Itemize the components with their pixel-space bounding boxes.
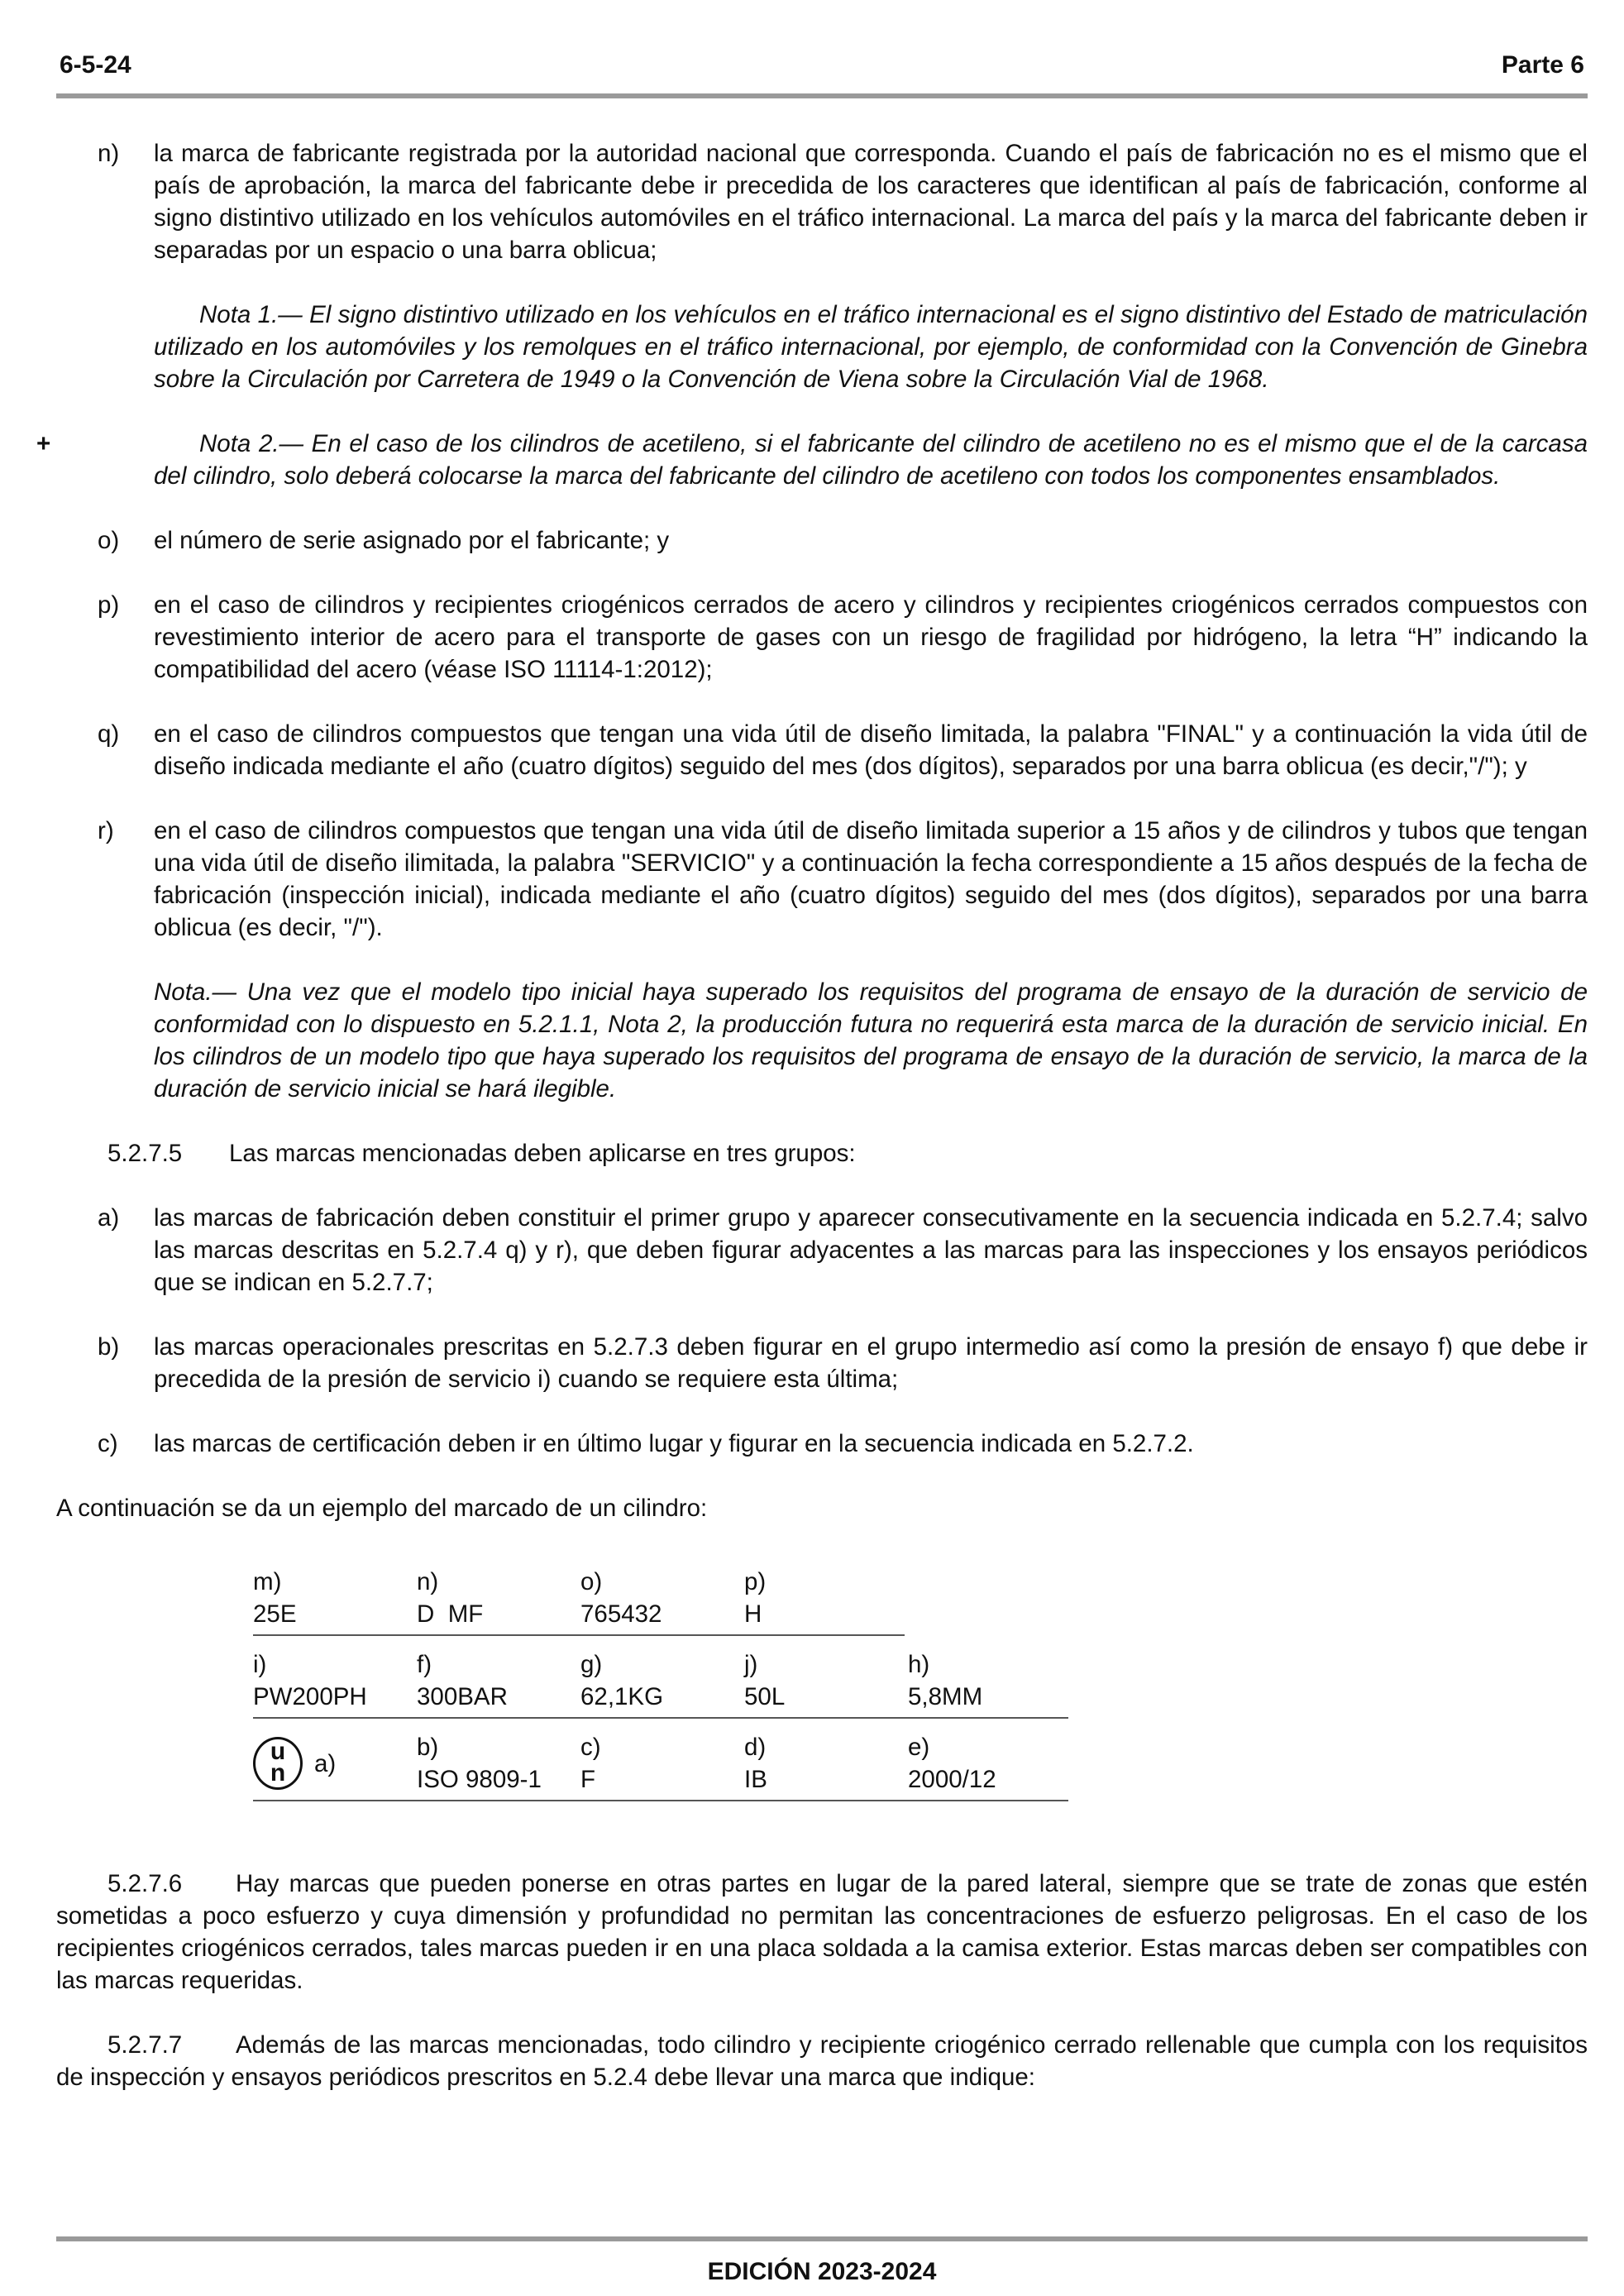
item-text: las marcas operacionales prescritas en 5.2.7.3 deben figurar en el grupo intermedio así como la presión de ensayo f) que debe ir precedida de la presión de servicio i) cuando se requiere esta última;: [154, 1333, 1588, 1393]
paragraph-5-2-7-7: [56, 2029, 1588, 2093]
item-label: q): [98, 720, 120, 748]
mark-label: e): [908, 1734, 930, 1761]
marking-row-2: [253, 1639, 983, 1722]
mark-value: PW200PH: [253, 1683, 367, 1710]
paragraph-text: Hay marcas que pueden ponerse en otras partes en lugar de la pared lateral, siempre que se trate de zonas que estén sometidas a poco esfuerzo y cuya dimensión y profundidad no permitan las concentraciones de esfuerzo peligrosas. En el caso de los recipientes criogénicos cerrados, tales marcas pueden ir en una placa soldada a la camisa exterior. Estas marcas deben ser compatibles con las marcas requeridas.: [56, 1870, 1588, 1994]
group-divider: [253, 1717, 1068, 1719]
mark-value: D MF: [417, 1600, 484, 1628]
mark-cell: [417, 1566, 580, 1630]
mark-label: i): [253, 1651, 267, 1678]
mark-label: h): [908, 1651, 930, 1678]
mark-value: 2000/12: [908, 1766, 996, 1793]
footer-rule: [56, 2236, 1588, 2241]
mark-value: ISO 9809-1: [417, 1766, 542, 1793]
marking-example: [253, 1557, 996, 1805]
mark-label: g): [580, 1651, 603, 1678]
mark-label: a): [314, 1749, 337, 1777]
mark-label: b): [417, 1734, 439, 1761]
mark-cell: [744, 1566, 908, 1630]
mark-label: d): [744, 1734, 767, 1761]
item-label: b): [98, 1333, 120, 1361]
section-5-2-7-5: [107, 1137, 1588, 1170]
note-2: [36, 428, 1588, 492]
item-label: a): [98, 1204, 120, 1232]
section-number: 5.2.7.5: [107, 1140, 183, 1167]
group-divider: [253, 1800, 1068, 1801]
list-item: [56, 718, 1588, 782]
mark-cell: [744, 1648, 908, 1713]
mark-value: 50L: [744, 1683, 786, 1710]
mark-label: m): [253, 1568, 282, 1595]
mark-label: c): [580, 1734, 601, 1761]
mark-cell: [253, 1737, 417, 1790]
mark-cell: [580, 1566, 744, 1630]
revision-mark: +: [36, 430, 51, 457]
mark-label: p): [744, 1568, 767, 1595]
mark-value: 5,8MM: [908, 1683, 983, 1710]
mark-label: o): [580, 1568, 603, 1595]
mark-value: 765432: [580, 1600, 662, 1628]
list-item: [56, 589, 1588, 686]
item-label: o): [98, 527, 120, 554]
item-text: en el caso de cilindros compuestos que tengan una vida útil de diseño limitada superior a 15 años y de cilindros y tubos que tengan una vida útil de diseño ilimitada, la palabra "SERVICIO" y a continuación la fecha correspondiente a 15 años después de la fecha de fabricación (inspección inicial), indicada mediante el año (cuatro dígitos) seguido del mes (dos dígitos), separados por una barra oblicua (es decir, "/").: [154, 817, 1588, 941]
mark-value: 62,1KG: [580, 1683, 664, 1710]
mark-value: 25E: [253, 1600, 297, 1628]
mark-label: j): [744, 1651, 758, 1678]
paragraph-number: 5.2.7.6: [107, 1870, 183, 1897]
item-text: en el caso de cilindros compuestos que tengan una vida útil de diseño limitada, la palabra "FINAL" y a continuación la vida útil de diseño indicada mediante el año (cuatro dígitos) seguido del mes (dos dígitos), separados por una barra oblicua (es decir,"/"); y: [154, 720, 1588, 780]
item-text: las marcas de certificación deben ir en último lugar y figurar en la secuencia indicada en 5.2.7.2.: [154, 1430, 1194, 1457]
item-label: c): [98, 1430, 118, 1457]
marking-row-1: [253, 1557, 881, 1639]
list-item: [56, 137, 1588, 266]
mark-label: n): [417, 1568, 439, 1595]
item-label: p): [98, 591, 120, 619]
note-1: Nota 1.— El signo distintivo utilizado en los vehículos en el tráfico internacional es el signo distintivo del Estado de matriculación utilizado en los automóviles y los remolques en el tráfico internacional, por ejemplo, de conformidad con la Convención de Ginebra sobre la Circulación por Carretera de 1949 o la Convención de Viena sobre la Circulación Vial de 1968.: [154, 301, 1588, 393]
mark-value: IB: [744, 1766, 767, 1793]
mark-value: H: [744, 1600, 762, 1628]
mark-cell: [417, 1648, 580, 1713]
page-part: Parte 6: [1501, 51, 1584, 79]
mark-value: 300BAR: [417, 1683, 508, 1710]
un-letter-top: u: [270, 1738, 286, 1765]
mark-value: F: [580, 1766, 596, 1793]
item-text: las marcas de fabricación deben constituir el primer grupo y aparecer consecutivamente en la secuencia indicada en 5.2.7.4; salvo las marcas descritas en 5.2.7.4 q) y r), que deben figurar adyacentes a las marcas para las inspecciones y los ensayos periódicos que se indican en 5.2.7.7;: [154, 1204, 1588, 1296]
page-body: [36, 137, 1588, 2126]
page-header: [56, 46, 1588, 79]
item-text: en el caso de cilindros y recipientes criogénicos cerrados de acero y cilindros y recipientes criogénicos cerrados compuestos con revestimiento interior de acero para el transporte de gases con un riesgo de fragilidad por hidrógeno, la letra “H” indicando la compatibilidad del acero (véase ISO 11114-1:2012);: [154, 591, 1588, 683]
page-date: 6-5-24: [60, 51, 131, 79]
paragraph-number: 5.2.7.7: [107, 2031, 183, 2059]
note-2-text: Nota 2.— En el caso de los cilindros de acetileno, si el fabricante del cilindro de acetileno no es el mismo que el de la carcasa del cilindro, solo deberá colocarse la marca del fabricante del cilindro de acetileno con todos los componentes ensamblados.: [154, 430, 1588, 490]
section-text: Las marcas mencionadas deben aplicarse en tres grupos:: [229, 1140, 856, 1167]
paragraph-text: Además de las marcas mencionadas, todo cilindro y recipiente criogénico cerrado rellenable que cumpla con los requisitos de inspección y ensayos periódicos prescritos en 5.2.4 debe llevar una marca que indique:: [56, 2031, 1588, 2091]
mark-cell: [580, 1648, 744, 1713]
item-label: r): [98, 817, 114, 844]
item-text: la marca de fabricante registrada por la autoridad nacional que corresponda. Cuando el país de fabricación no es el mismo que el país de aprobación, la marca del fabricante debe ir precedida de los caracteres que identifican al país de fabricación, conforme al signo distintivo utilizado en los vehículos automóviles en el tráfico internacional. La marca del país y la marca del fabricante deben ir separadas por un espacio o una barra oblicua;: [154, 140, 1588, 264]
mark-cell: [417, 1731, 580, 1796]
header-rule: [56, 93, 1588, 98]
un-packaging-icon: [253, 1737, 303, 1790]
mark-label: f): [417, 1651, 432, 1678]
paragraph-5-2-7-6: [56, 1868, 1588, 1997]
list-item: [56, 524, 1588, 557]
mark-cell: [908, 1731, 1072, 1796]
example-intro: A continuación se da un ejemplo del marcado de un cilindro:: [56, 1495, 708, 1522]
marking-row-3: [253, 1722, 996, 1805]
item-label: n): [98, 140, 120, 167]
page-footer: EDICIÓN 2023-2024: [707, 2258, 937, 2285]
group-divider: [253, 1634, 905, 1636]
list-item: [56, 1202, 1588, 1299]
mark-cell: [908, 1648, 1072, 1713]
mark-cell: [253, 1566, 417, 1630]
item-text: el número de serie asignado por el fabricante; y: [154, 527, 670, 554]
note-3: Nota.— Una vez que el modelo tipo inicial haya superado los requisitos del programa de ensayo de la duración de servicio de conformidad con lo dispuesto en 5.2.1.1, Nota 2, la producción futura no requerirá esta marca de la duración de servicio inicial. En los cilindros de un modelo tipo que haya superado los requisitos del programa de ensayo de la duración de servicio, la marca de la duración de servicio inicial se hará ilegible.: [154, 978, 1588, 1103]
mark-cell: [580, 1731, 744, 1796]
un-letter-bottom: n: [270, 1759, 286, 1787]
list-item: [56, 1331, 1588, 1395]
list-item: [56, 815, 1588, 944]
mark-cell: [253, 1648, 417, 1713]
mark-cell: [744, 1731, 908, 1796]
list-item: [56, 1428, 1588, 1460]
